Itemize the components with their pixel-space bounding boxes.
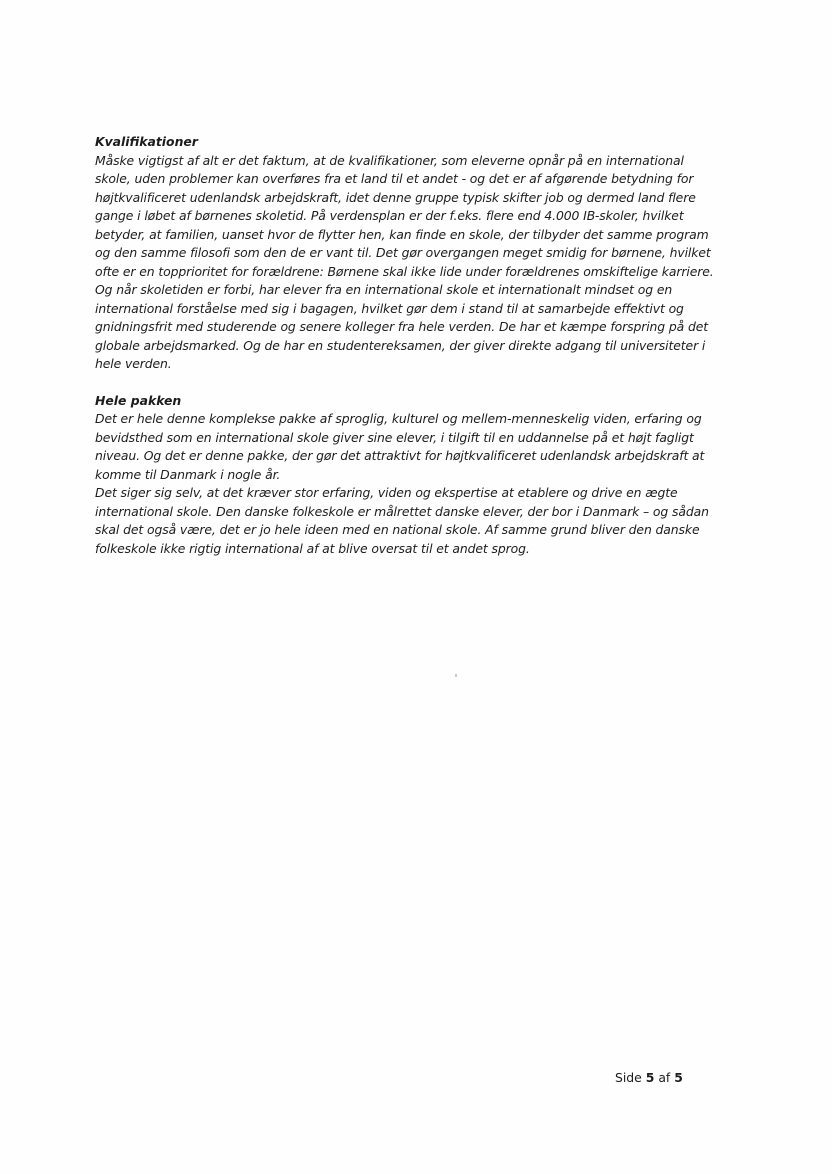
body-paragraph: Måske vigtigst af alt er det faktum, at de kvalifikationer, som eleverne opnår på en international skole, uden problemer kan overføres fra et land til et andet - og det er af afgørende betydning for højtkvalificeret udenlandsk arbejdskraft, idet denne gruppe typisk skifter job og dermed land flere gange i løbet af børnenes skoletid. På verdensplan er der f.eks. flere end 4.000 IB-skoler, hvilket betyder, at familien, uanset hvor de flytter hen, kan finde en skole, der tilbyder det samme program og den samme filosofi som den de er vant til. Det gør overgangen meget smidig for børnene, hvilket ofte er en topprioritet for forældrene: Børnene skal ikke lide under forældrenes omskiftelige karriere. Og når skoletiden er forbi, har elever fra en international skole et internationalt mindset og en international forståelse med sig i bagagen, hvilket gør dem i stand til at samarbejde effektivt og gnidningsfrit med studerende og senere kolleger fra hele verden. De har et kæmpe forspring på det globale arbejdsmarked. Og de har en studentereksamen, der giver direkte adgang til universiteter i hele verden.: [95, 152, 714, 371]
page-label: Side: [615, 1070, 642, 1085]
section-kvalifikationer: [95, 133, 737, 374]
total-page-number: 5: [674, 1070, 683, 1085]
section-heading: Kvalifikationer: [95, 134, 198, 149]
current-page-number: 5: [645, 1070, 655, 1085]
section-hele-pakken: [95, 392, 737, 559]
section-heading: Hele pakken: [95, 392, 182, 408]
body-paragraph: Det siger sig selv, at det kræver stor erfaring, viden og ekspertise at etablere og drive en ægte international skole. Den danske folkeskole er målrettet danske elever, der bor i Danmark – og sådan skal det også være, det er jo hele ideen med en national skole. Af samme grund bliver den danske folkeskole ikke rigtig international af at blive oversat til et andet sprog.: [95, 485, 709, 556]
page-number-footer: [615, 1069, 683, 1087]
page-body: [95, 133, 737, 558]
page-of-label: af: [658, 1070, 671, 1085]
body-paragraph: Det er hele denne komplekse pakke af sproglig, kulturel og mellem-menneskelig viden, erfaring og bevidsthed som en international skole giver sine elever, i tilgift til en uddannelse på et højt fagligt niveau. Og det er denne pakke, der gør det attraktivt for højtkvalificeret udenlandsk arbejdskraft at komme til Danmark i nogle år.: [95, 411, 705, 482]
scan-speck: [455, 674, 457, 677]
